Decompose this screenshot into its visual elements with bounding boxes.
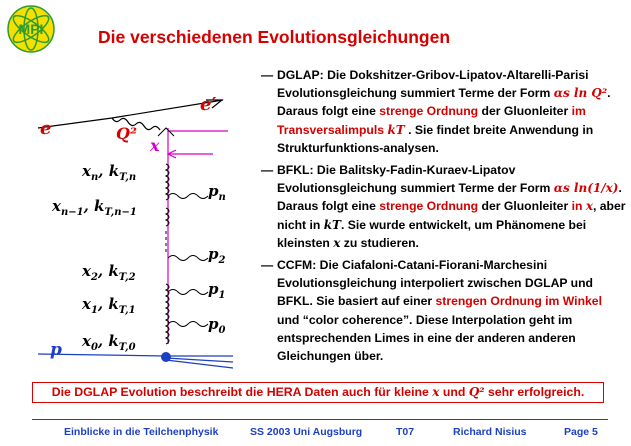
page-title: Die verschiedenen Evolutionsgleichungen	[98, 27, 451, 47]
rung-p-0: $p_0$	[208, 315, 226, 336]
label-q2: Q²	[116, 124, 137, 143]
rung-p-1: $p_1$	[208, 280, 226, 301]
rung-label-2: $x_2$, $k_{T,2}$	[82, 262, 136, 283]
footer-author: Richard Nisius	[453, 426, 527, 438]
mpi-logo	[6, 4, 56, 54]
footer-term: SS 2003 Uni Augsburg	[250, 426, 363, 438]
footer-rule	[32, 419, 608, 420]
bullet-bfkl: — BFKL: Die Balitsky-Fadin-Kuraev-Lipatov Evolutionsgleichung summiert Terme der Form αs ln(1/x). Daraus folgt eine strenge Ordnung der Gluonleiter in x, aber nicht in kT. Sie wurde entwickelt, um Phänomene bei kleinsten x zu studieren.	[261, 163, 626, 250]
conclusion-box: Die DGLAP Evolution beschreibt die HERA Daten auch für kleine x und Q² sehr erfolgreich.	[32, 382, 604, 403]
logo-text: MPI	[18, 21, 44, 37]
rung-label-n: $x_n$, $k_{T,n}$	[82, 162, 137, 183]
footer-course: Einblicke in die Teilchenphysik	[64, 426, 219, 438]
label-e-out: e′	[200, 94, 217, 115]
proton-line	[38, 354, 233, 356]
label-x: x	[150, 136, 160, 155]
bullet-list	[258, 66, 626, 369]
rung-label-n-1: $x_{n-1}$, $k_{T,n-1}$	[52, 197, 137, 218]
proton-blob	[161, 352, 171, 362]
bullet-ccfm: — CCFM: Die Ciafaloni-Catani-Fiorani-Marchesini Evolutionsgleichung interpoliert zwischen DGLAP und BFKL. Sie basiert auf einer strengen Ordnung im Winkel und “color coherence”. Diese Interpolation geht im entsprechenden Limes in eine der anderen anderen Gleichungen über.	[261, 258, 602, 364]
rung-label-0: $x_0$, $k_{T,0}$	[82, 332, 136, 353]
footer-page: Page 5	[564, 426, 598, 438]
rung-p-2: $p_2$	[208, 245, 226, 266]
footer-code: T07	[396, 426, 415, 438]
rung-p-n: $p_n$	[208, 182, 226, 203]
label-e-in: e	[40, 118, 52, 139]
rung-label-1: $x_1$, $k_{T,1}$	[82, 295, 136, 316]
bullet-dglap: — DGLAP: Die Dokshitzer-Gribov-Lipatov-Altarelli-Parisi Evolutionsgleichung summiert Terme der Form αs ln Q². Daraus folgt eine strenge Ordnung der Gluonleiter im Transversalimpuls kT . Sie findet breite Anwendung in Strukturfunktions-analysen.	[261, 68, 611, 155]
label-p: p	[50, 340, 62, 360]
